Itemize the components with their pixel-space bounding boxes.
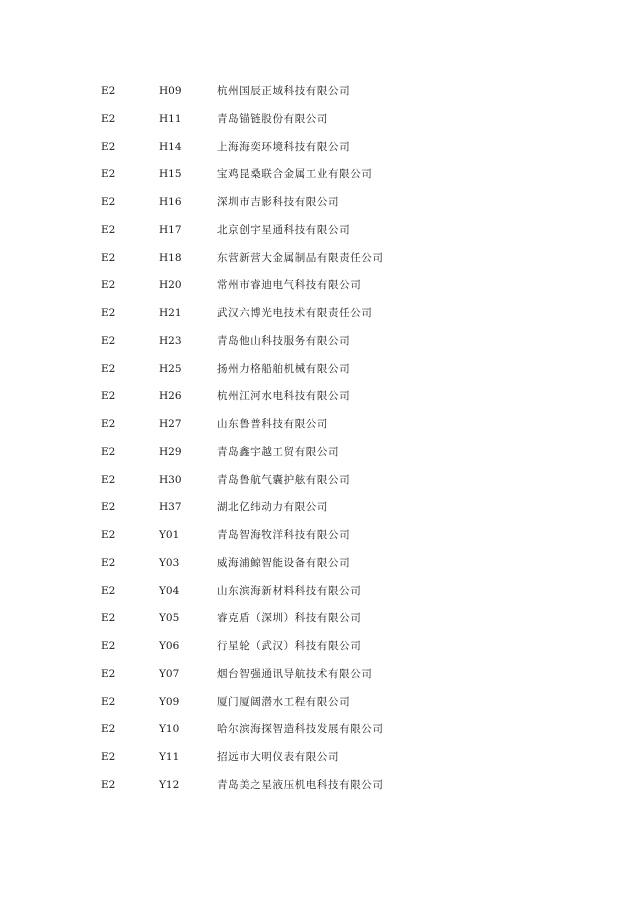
booth-cell: H29	[159, 445, 182, 458]
exhibitor-row	[0, 220, 636, 248]
booth-cell: H16	[159, 196, 182, 208]
hall-cell: E2	[101, 307, 116, 319]
company-name-cell: 上海海奕环境科技有限公司	[217, 140, 351, 153]
exhibitor-row	[0, 81, 636, 109]
hall-cell: E2	[101, 140, 116, 153]
booth-cell: Y03	[159, 556, 180, 569]
hall-cell: E2	[101, 223, 116, 236]
hall-cell: E2	[101, 473, 116, 486]
company-name-cell: 扬州力格船舶机械有限公司	[217, 362, 351, 375]
hall-cell: E2	[101, 251, 116, 264]
booth-cell: H14	[159, 140, 182, 153]
company-name-cell: 厦门厦阔潜水工程有限公司	[217, 695, 351, 708]
company-name-cell: 哈尔滨海探智造科技发展有限公司	[217, 723, 384, 736]
company-name-cell: 深圳市吉影科技有限公司	[217, 196, 340, 208]
booth-cell: H30	[159, 473, 182, 486]
booth-cell: Y09	[159, 695, 180, 708]
exhibitor-row	[0, 109, 636, 137]
exhibitor-row	[0, 386, 636, 414]
company-name-cell: 杭州国辰正域科技有限公司	[217, 85, 351, 97]
company-name-cell: 东营新营大金属制品有限责任公司	[217, 251, 384, 264]
hall-cell: E2	[101, 667, 116, 680]
exhibitor-row	[0, 359, 636, 387]
company-name-cell: 山东鲁普科技有限公司	[217, 418, 328, 430]
company-name-cell: 青岛锚链股份有限公司	[217, 112, 328, 125]
exhibitor-row	[0, 747, 636, 775]
company-name-cell: 招远市大明仪表有限公司	[217, 751, 340, 763]
company-name-cell: 常州市睿迪电气科技有限公司	[217, 279, 362, 292]
exhibitor-row	[0, 664, 636, 692]
hall-cell: E2	[101, 362, 116, 375]
company-name-cell: 山东滨海新材料科技有限公司	[217, 584, 362, 597]
hall-cell: E2	[101, 640, 116, 652]
company-name-cell: 烟台智强通讯导航技术有限公司	[217, 667, 373, 680]
booth-cell: Y05	[159, 612, 180, 625]
hall-cell: E2	[101, 334, 116, 347]
hall-cell: E2	[101, 445, 116, 458]
hall-cell: E2	[101, 85, 116, 97]
company-name-cell: 青岛他山科技服务有限公司	[217, 334, 351, 347]
exhibitor-list	[0, 81, 636, 803]
exhibitor-row	[0, 164, 636, 192]
hall-cell: E2	[101, 778, 116, 791]
hall-cell: E2	[101, 418, 116, 430]
company-name-cell: 宝鸡昆桑联合金属工业有限公司	[217, 168, 373, 181]
hall-cell: E2	[101, 390, 116, 403]
booth-cell: Y10	[159, 723, 180, 736]
hall-cell: E2	[101, 695, 116, 708]
exhibitor-row	[0, 636, 636, 664]
company-name-cell: 武汉六博光电技术有限责任公司	[217, 307, 373, 319]
booth-cell: H27	[159, 418, 182, 430]
company-name-cell: 青岛美之星液压机电科技有限公司	[217, 778, 384, 791]
exhibitor-row	[0, 525, 636, 553]
booth-cell: Y12	[159, 778, 180, 791]
hall-cell: E2	[101, 168, 116, 181]
hall-cell: E2	[101, 501, 116, 514]
exhibitor-row	[0, 331, 636, 359]
company-name-cell: 青岛鑫宇越工贸有限公司	[217, 445, 340, 458]
booth-cell: H21	[159, 307, 182, 319]
booth-cell: H15	[159, 168, 182, 181]
booth-cell: H37	[159, 501, 182, 514]
exhibitor-row	[0, 275, 636, 303]
booth-cell: H11	[159, 112, 182, 125]
exhibitor-row	[0, 248, 636, 276]
exhibitor-row	[0, 303, 636, 331]
hall-cell: E2	[101, 196, 116, 208]
exhibitor-row	[0, 442, 636, 470]
hall-cell: E2	[101, 556, 116, 569]
company-name-cell: 威海浦鲸智能设备有限公司	[217, 556, 351, 569]
booth-cell: H18	[159, 251, 182, 264]
hall-cell: E2	[101, 529, 116, 541]
booth-cell: Y01	[159, 529, 180, 541]
hall-cell: E2	[101, 751, 116, 763]
exhibitor-row	[0, 470, 636, 498]
exhibitor-row	[0, 608, 636, 636]
hall-cell: E2	[101, 279, 116, 292]
hall-cell: E2	[101, 584, 116, 597]
booth-cell: H23	[159, 334, 182, 347]
company-name-cell: 行星轮（武汉）科技有限公司	[217, 640, 362, 652]
exhibitor-row	[0, 692, 636, 720]
company-name-cell: 睿克盾（深圳）科技有限公司	[217, 612, 362, 625]
hall-cell: E2	[101, 723, 116, 736]
exhibitor-row	[0, 719, 636, 747]
exhibitor-row	[0, 775, 636, 803]
company-name-cell: 湖北亿纬动力有限公司	[217, 501, 328, 514]
exhibitor-row	[0, 414, 636, 442]
exhibitor-row	[0, 581, 636, 609]
booth-cell: H26	[159, 390, 182, 403]
booth-cell: Y11	[159, 751, 180, 763]
hall-cell: E2	[101, 112, 116, 125]
company-name-cell: 青岛智海牧洋科技有限公司	[217, 529, 351, 541]
company-name-cell: 北京创宇星通科技有限公司	[217, 223, 351, 236]
booth-cell: Y06	[159, 640, 180, 652]
booth-cell: H20	[159, 279, 182, 292]
booth-cell: H09	[159, 85, 182, 97]
company-name-cell: 青岛鲁航气囊护舷有限公司	[217, 473, 351, 486]
company-name-cell: 杭州江河水电科技有限公司	[217, 390, 351, 403]
booth-cell: Y04	[159, 584, 180, 597]
exhibitor-row	[0, 497, 636, 525]
exhibitor-row	[0, 192, 636, 220]
exhibitor-row	[0, 553, 636, 581]
booth-cell: Y07	[159, 667, 180, 680]
hall-cell: E2	[101, 612, 116, 625]
booth-cell: H17	[159, 223, 182, 236]
booth-cell: H25	[159, 362, 182, 375]
exhibitor-row	[0, 137, 636, 165]
